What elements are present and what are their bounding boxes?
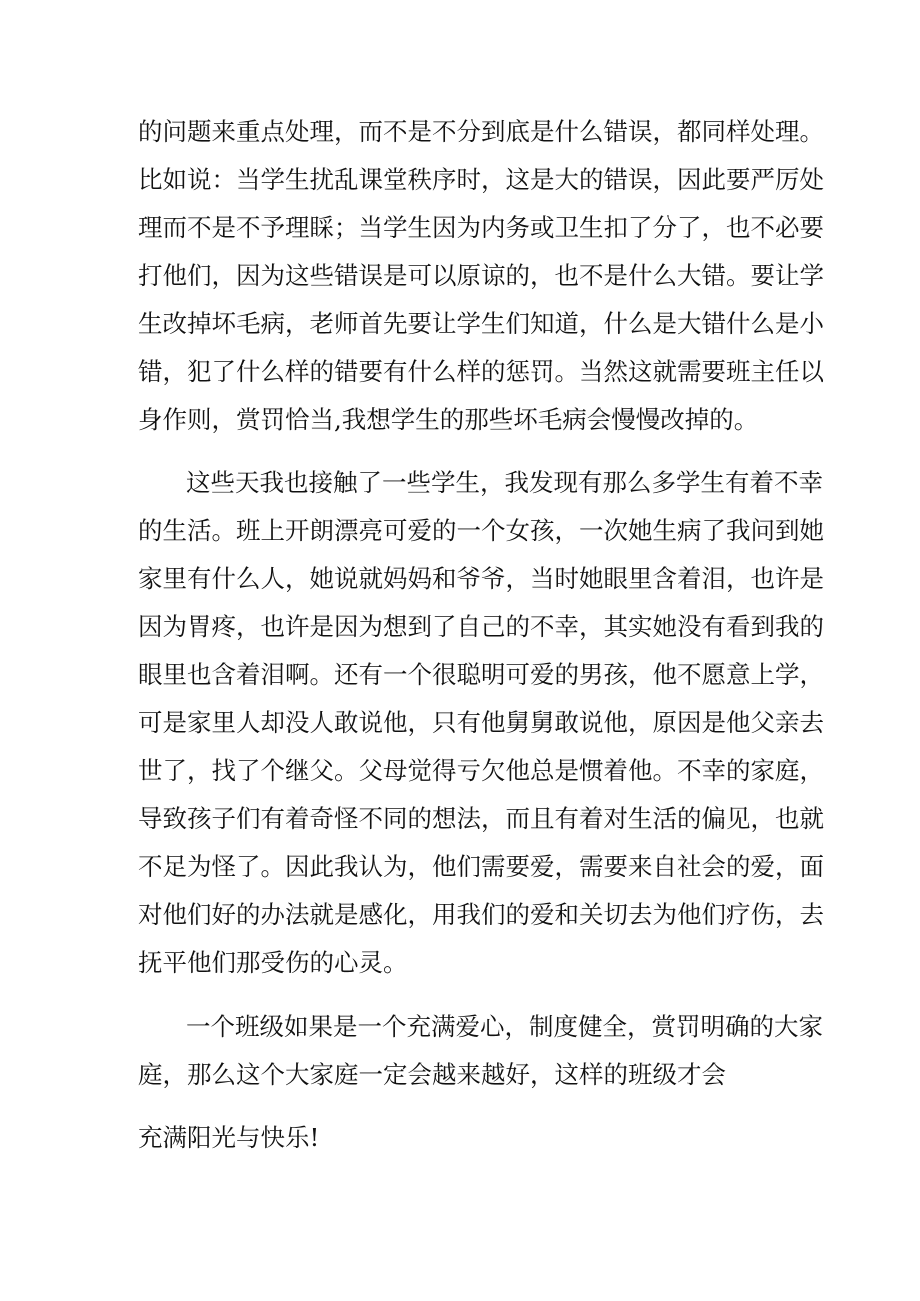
paragraph-1-line-3: 理而不是不予理睬；当学生因为内务或卫生扣了分了，也不必要 bbox=[138, 213, 824, 242]
paragraph-4-line-1: 充满阳光与快乐! bbox=[138, 1123, 320, 1152]
paragraph-1-line-2: 比如说：当学生扰乱课堂秩序时，这是大的错误，因此要严厉处 bbox=[138, 165, 824, 194]
paragraph-2-line-4: 因为胃疼，也许是因为想到了自己的不幸，其实她没有看到我的 bbox=[138, 612, 824, 641]
paragraph-1-line-7: 身作则，赏罚恰当,我想学生的那些坏毛病会慢慢改掉的。 bbox=[138, 405, 759, 434]
paragraph-2-line-8: 导致孩子们有着奇怪不同的想法，而且有着对生活的偏见，也就 bbox=[138, 804, 824, 833]
paragraph-2-line-6: 可是家里人却没人敢说他，只有他舅舅敢说他，原因是他父亲去 bbox=[138, 708, 824, 737]
paragraph-1-line-1: 的问题来重点处理，而不是不分到底是什么错误，都同样处理。 bbox=[138, 117, 824, 146]
paragraph-2-line-10: 对他们好的办法就是感化，用我们的爱和关切去为他们疗伤，去 bbox=[138, 900, 824, 929]
paragraph-2-line-11: 抚平他们那受伤的心灵。 bbox=[138, 948, 408, 977]
paragraph-1-line-6: 错，犯了什么样的错要有什么样的惩罚。当然这就需要班主任以 bbox=[138, 357, 824, 386]
paragraph-2-line-3: 家里有什么人，她说就妈妈和爷爷，当时她眼里含着泪，也许是 bbox=[138, 564, 824, 593]
paragraph-2-line-2: 的生活。班上开朗漂亮可爱的一个女孩，一次她生病了我问到她 bbox=[138, 516, 824, 545]
paragraph-3-line-1: 一个班级如果是一个充满爱心，制度健全，赏罚明确的大家 bbox=[186, 1012, 823, 1041]
paragraph-1-line-4: 打他们，因为这些错误是可以原谅的，也不是什么大错。要让学 bbox=[138, 261, 824, 290]
paragraph-2-line-1: 这些天我也接触了一些学生，我发现有那么多学生有着不幸 bbox=[186, 468, 823, 497]
paragraph-2-line-9: 不足为怪了。因此我认为，他们需要爱，需要来自社会的爱，面 bbox=[138, 852, 824, 881]
paragraph-2-line-7: 世了，找了个继父。父母觉得亏欠他总是惯着他。不幸的家庭， bbox=[138, 756, 824, 785]
paragraph-1-line-5: 生改掉坏毛病，老师首先要让学生们知道，什么是大错什么是小 bbox=[138, 309, 824, 338]
paragraph-3-line-2: 庭，那么这个大家庭一定会越来越好，这样的班级才会 bbox=[138, 1060, 726, 1089]
paragraph-2-line-5: 眼里也含着泪啊。还有一个很聪明可爱的男孩，他不愿意上学， bbox=[138, 660, 824, 689]
